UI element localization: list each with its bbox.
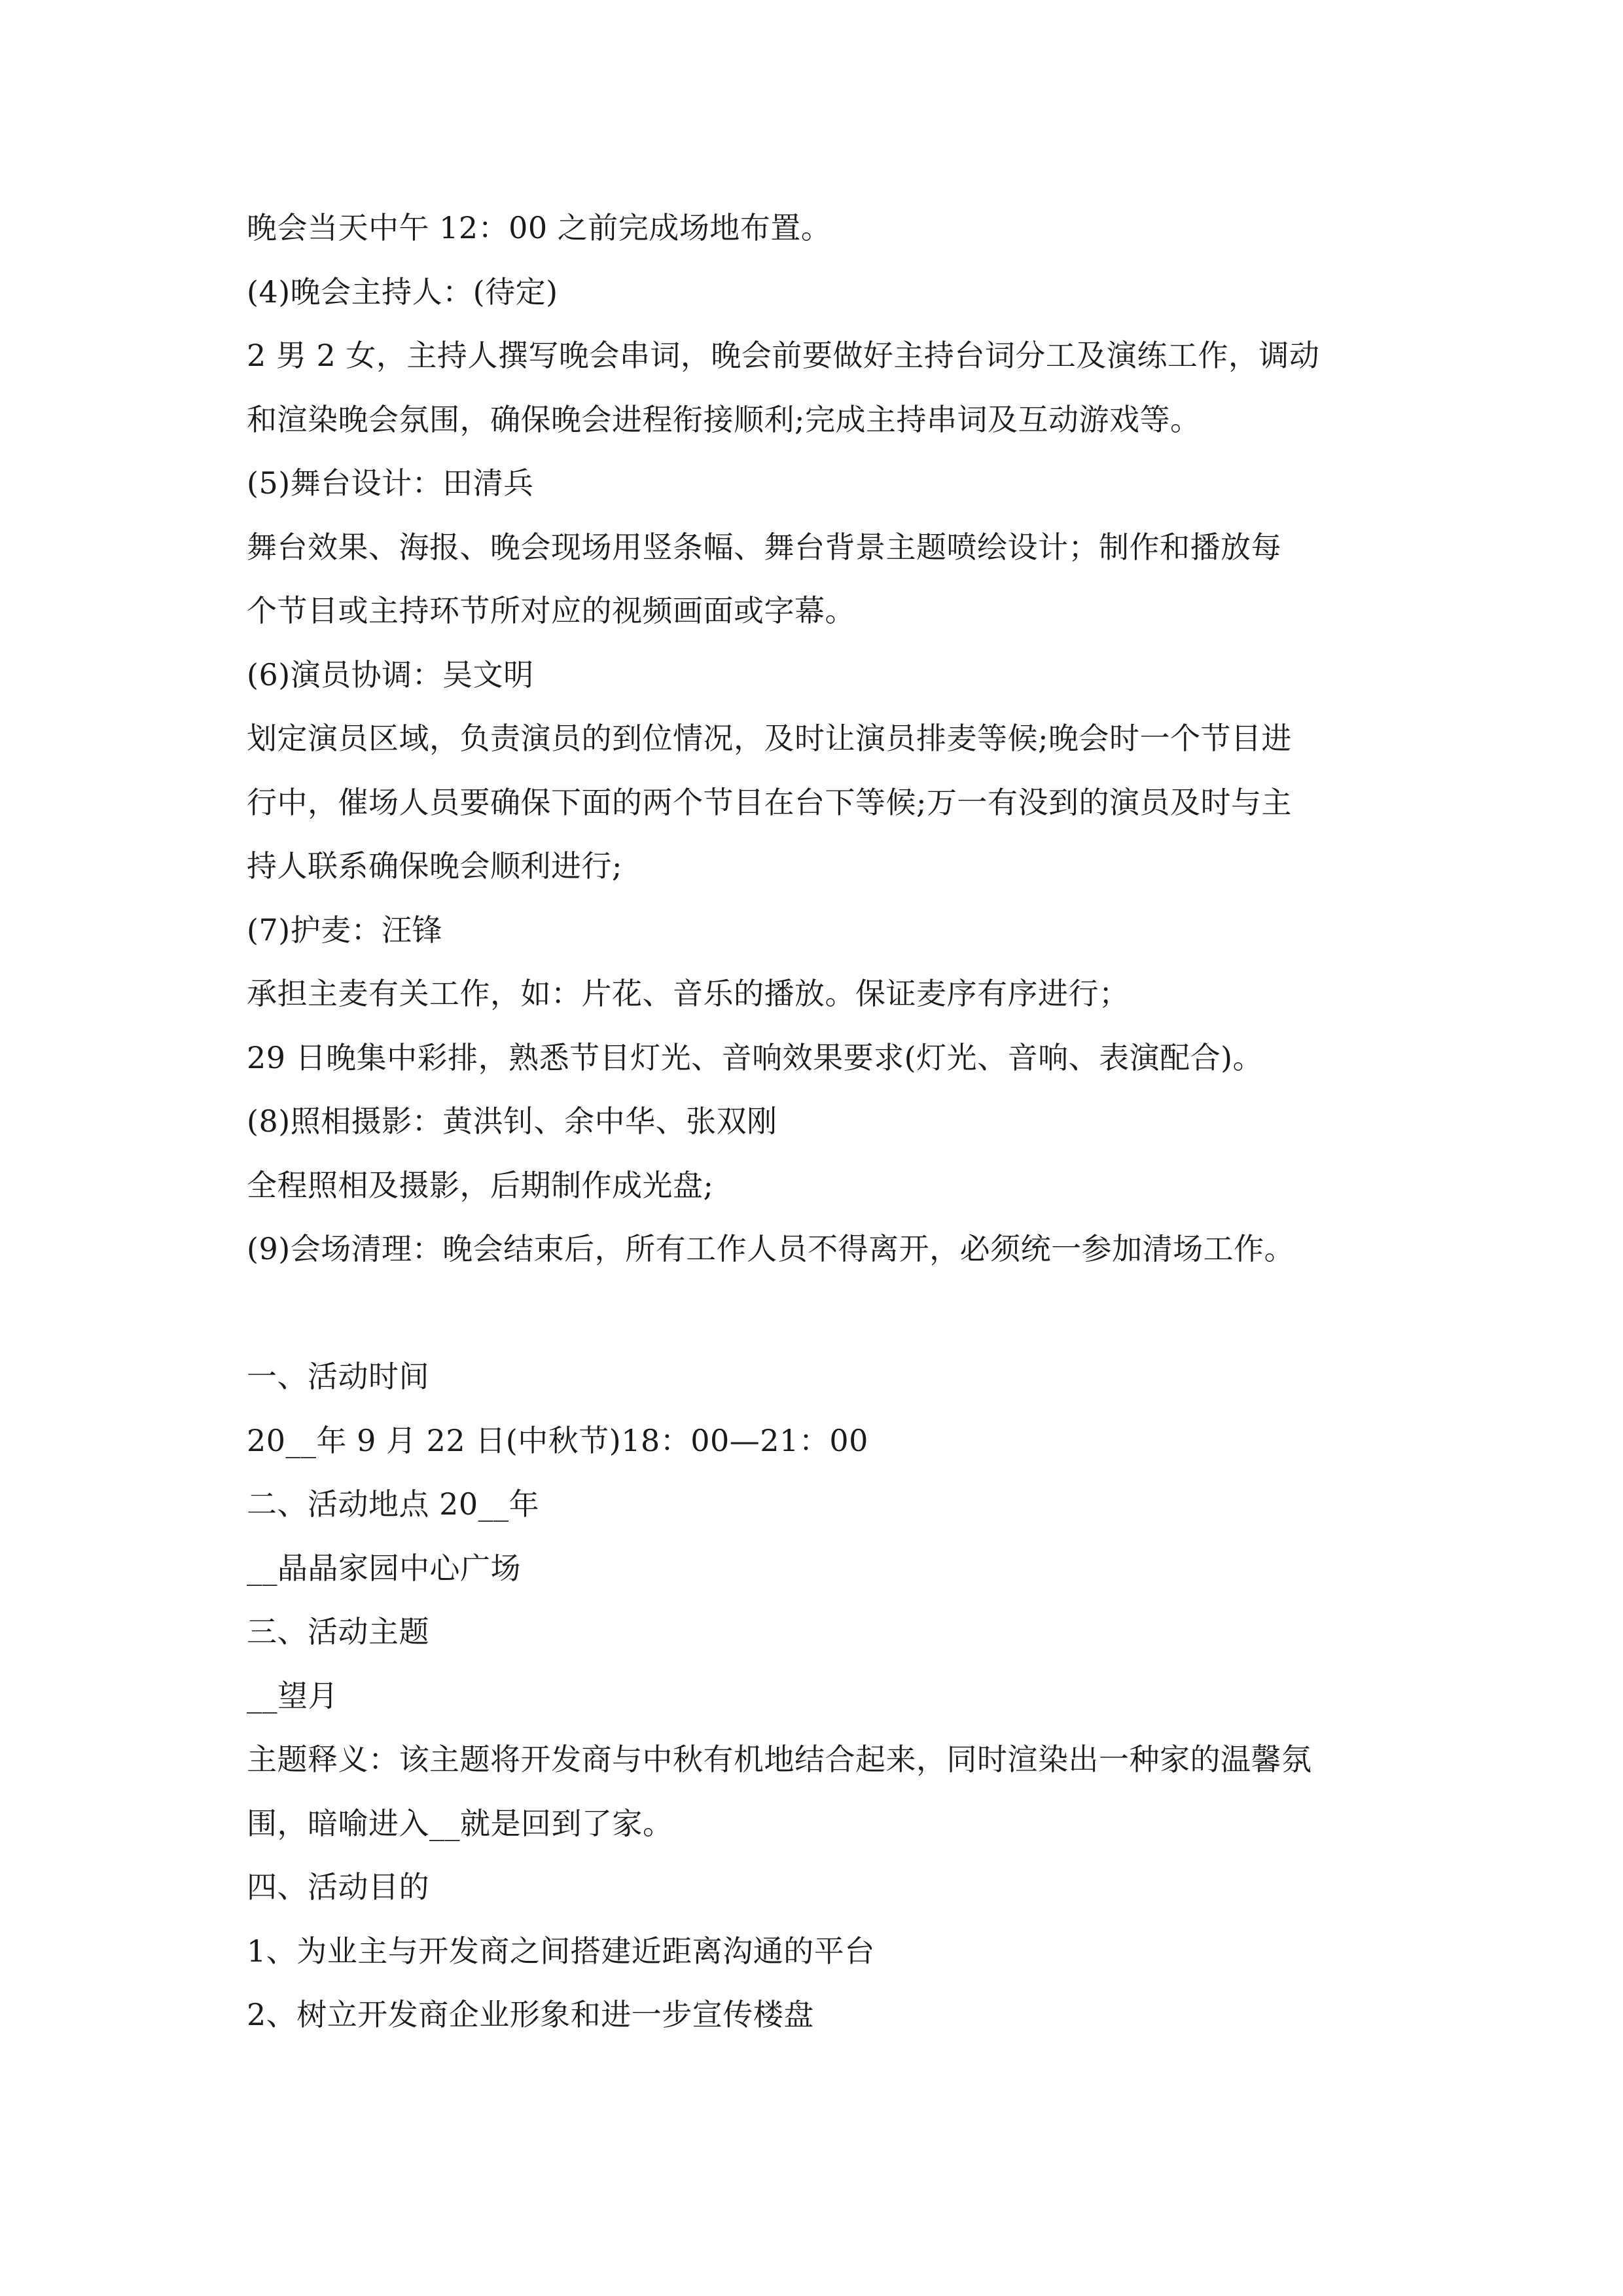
text-line: __晶晶家园中心广场	[247, 1550, 521, 1586]
text-line: (5)舞台设计：田清兵	[247, 465, 534, 501]
text-line: 划定演员区域，负责演员的到位情况，及时让演员排麦等候;晚会时一个节目进	[247, 721, 1292, 756]
section-heading: 四、活动目的	[247, 1869, 429, 1905]
section-heading: 三、活动主题	[247, 1614, 429, 1649]
text-line: (8)照相摄影：黄洪钊、余中华、张双刚	[247, 1103, 777, 1139]
section-heading: 一、活动时间	[247, 1359, 429, 1394]
section-heading: 二、活动地点 20__年	[247, 1486, 540, 1522]
text-line: 持人联系确保晚会顺利进行;	[247, 848, 622, 884]
text-line: 2 男 2 女，主持人撰写晚会串词，晚会前要做好主持台词分工及演练工作，调动	[247, 338, 1320, 373]
text-line: 围，暗喻进入__就是回到了家。	[247, 1805, 673, 1841]
text-line: __望月	[247, 1677, 338, 1713]
text-line: (6)演员协调：吴文明	[247, 656, 534, 692]
text-line: 晚会当天中午 12：00 之前完成场地布置。	[247, 210, 832, 245]
text-line: 29 日晚集中彩排，熟悉节目灯光、音响效果要求(灯光、音响、表演配合)。	[247, 1039, 1264, 1075]
text-line: 全程照相及摄影，后期制作成光盘;	[247, 1167, 714, 1203]
text-line: 承担主麦有关工作，如：片花、音乐的播放。保证麦序有序进行；	[247, 976, 1130, 1011]
text-line: (7)护麦：汪锋	[247, 912, 443, 948]
text-line: 2、树立开发商企业形象和进一步宣传楼盘	[247, 1997, 814, 2032]
document-body	[247, 196, 1379, 2047]
text-line: 主题释义：该主题将开发商与中秋有机地结合起来，同时渲染出一种家的温馨氛	[247, 1742, 1312, 1777]
text-line: 舞台效果、海报、晚会现场用竖条幅、舞台背景主题喷绘设计；制作和播放每	[247, 529, 1281, 565]
text-line: 个节目或主持环节所对应的视频画面或字幕。	[247, 593, 855, 628]
text-line: 20__年 9 月 22 日(中秋节)18：00—21：00	[247, 1422, 868, 1458]
paragraph-gap	[247, 1282, 1379, 1346]
text-line: 行中，催场人员要确保下面的两个节目在台下等候;万一有没到的演员及时与主	[247, 784, 1292, 820]
text-line: 1、为业主与开发商之间搭建近距离沟通的平台	[247, 1933, 875, 1969]
text-line: 和渲染晚会氛围，确保晚会进程衔接顺利;完成主持串词及互动游戏等。	[247, 401, 1201, 437]
text-line: (9)会场清理：晚会结束后，所有工作人员不得离开，必须统一参加清场工作。	[247, 1231, 1295, 1266]
text-line: (4)晚会主持人：(待定)	[247, 274, 558, 310]
